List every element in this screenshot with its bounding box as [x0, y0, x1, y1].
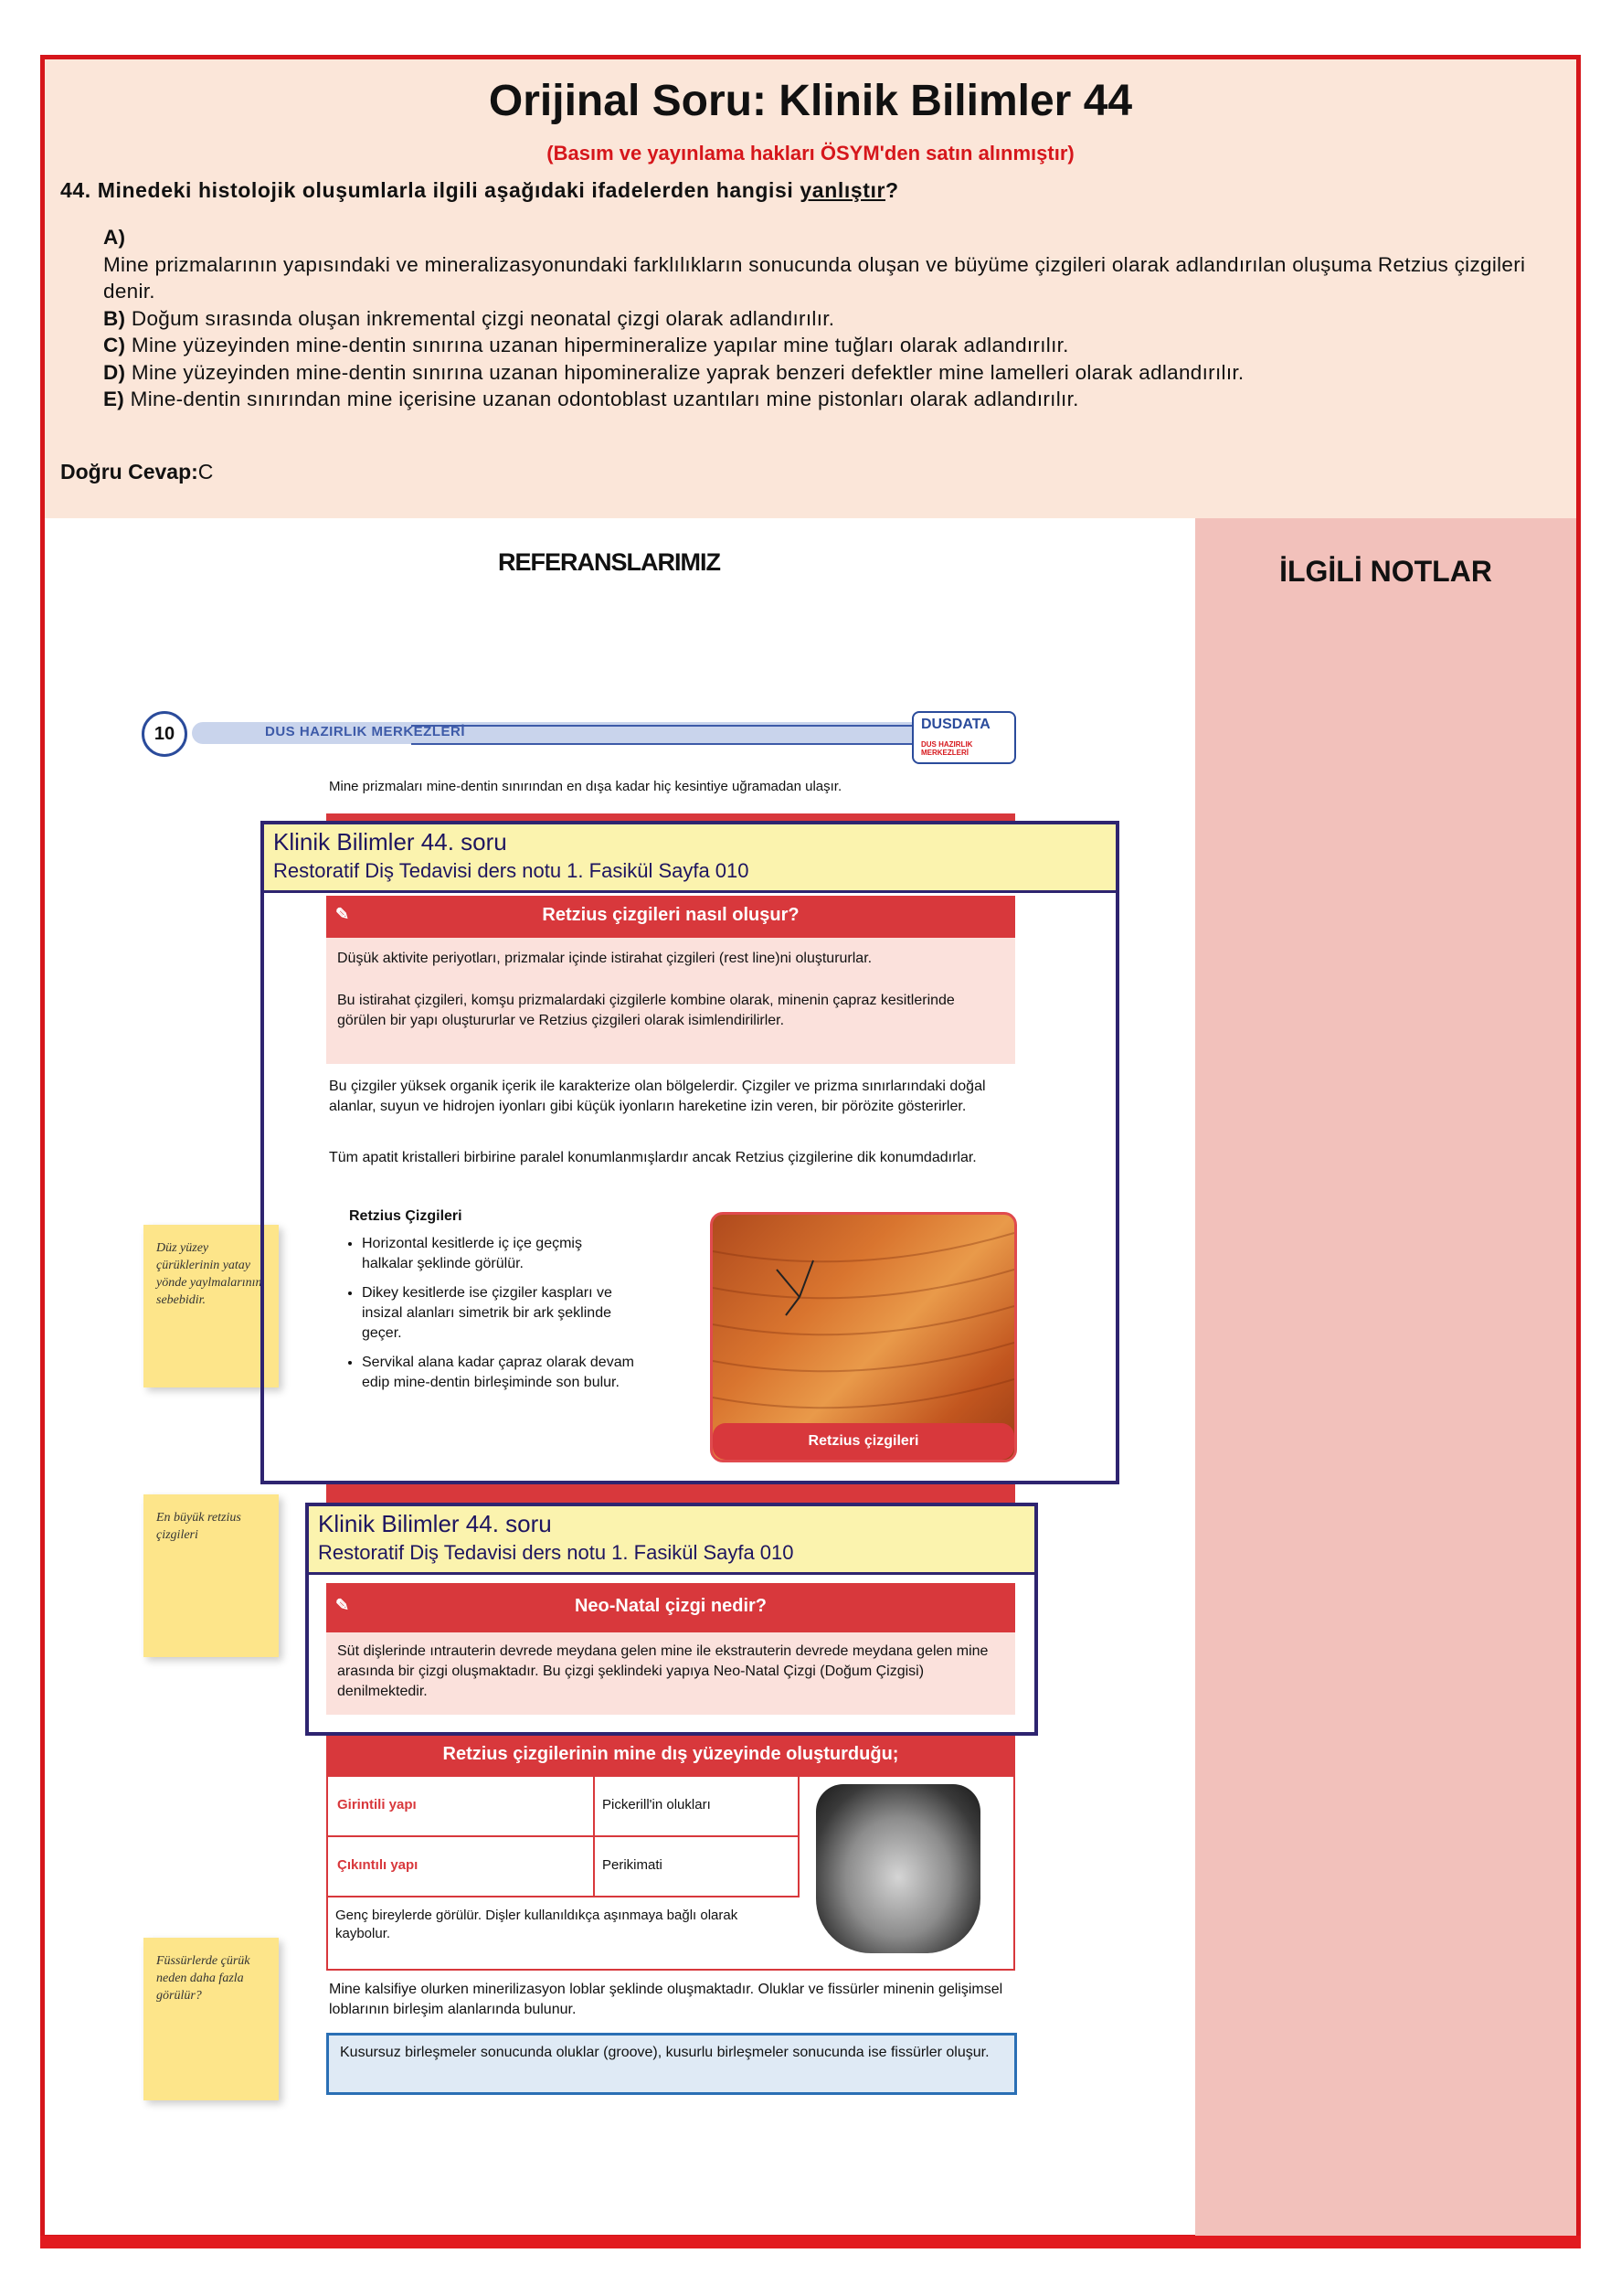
option-b [103, 305, 1529, 333]
bullet-dikey: • Dikey kesitlerde ise çizgiler kaspları ve insizal alanları simetrik bir ark şeklinde geçer. [362, 1283, 636, 1344]
callout-title: Klinik Bilimler 44. soru [318, 1510, 552, 1537]
row2-left: Çıkıntılı yapı [337, 1857, 418, 1873]
callout-source: Restoratif Diş Tedavisi ders notu 1. Fasikül Sayfa 010 [273, 859, 749, 882]
paragraph-loblar: Mine kalsifiye olurken minerilizasyon loblar şeklinde oluşmaktadır. Oluklar ve fissürler minenin gelişimsel loblarının birleşim alanlarında bulunur. [329, 1982, 1003, 2017]
option-b-text: Doğum sırasında oluşan inkremental çizgi neonatal çizgi olarak adlandırılır. [131, 306, 835, 330]
list-title: Retzius Çizgileri [349, 1208, 462, 1224]
table-cell [595, 1837, 800, 1897]
sticky-note-text: Düz yüzey çürüklerinin yatay yönde yaylmalarının sebebidir. [156, 1241, 262, 1307]
box2-title: Neo-Natal çizgi nedir? [574, 1596, 768, 1616]
notes-panel [1195, 518, 1576, 2236]
blue-info-box [326, 2033, 1017, 2095]
sticky-note-text: En büyük retzius çizgileri [156, 1511, 241, 1542]
box1-paragraph-1: Düşük aktivite periyotları, prizmalar içinde istirahat çizgileri (rest line)ni oluştururlar. [337, 951, 873, 966]
page-number: 10 [142, 711, 187, 757]
copyright-note: (Basım ve yayınlama hakları ÖSYM'den satın alınmıştır) [546, 142, 1075, 165]
sticky-note [143, 1225, 279, 1387]
correct-answer [60, 460, 213, 484]
dusdata-logo [912, 711, 1016, 764]
option-c-label: C) [103, 334, 126, 356]
bullet-servikal: • Servikal alana kadar çapraz olarak devam edip mine-dentin birleşiminde son bulur. [362, 1353, 636, 1393]
paragraph-organic: Bu çizgiler yüksek organik içerik ile karakterize olan bölgelerdir. Çizgiler ve prizma sınırlarındaki doğal alanlar, suyun ve hidrojen iyonları gibi küçük iyonların hareketine izin veren, bir pörözite gösterirler. [329, 1079, 986, 1114]
intro-text: Mine prizmaları mine-dentin sınırından en dışa kadar hiç kesintiye uğramadan ulaşır. [329, 779, 842, 794]
page-header-label: DUS HAZIRLIK MERKEZLERİ [265, 724, 465, 739]
option-d-label: D) [103, 360, 126, 384]
tooth-photo [816, 1784, 980, 1953]
question-keyword: yanlıştır [800, 178, 886, 202]
sticky-note-text: Füssürlerde çürük neden daha fazla görülür? [156, 1954, 250, 2003]
option-e-label: E) [103, 388, 125, 410]
option-c-text: Mine yüzeyinden mine-dentin sınırına uzanan hipermineralize yapılar mine tuğları olarak adlandırılır. [131, 334, 1069, 356]
callout-header [309, 1506, 1034, 1575]
table-note: Genç bireylerde görülür. Dişler kullanıldıkça aşınmaya bağlı olarak kaybolur. [335, 1908, 738, 1941]
option-c [103, 332, 1529, 359]
option-e-text: Mine-dentin sınırından mine içerisine uzanan odontoblast uzantıları mine pistonları olarak adlandırılır. [130, 388, 1079, 410]
row2-right: Perikimati [602, 1857, 662, 1873]
reference-callout [305, 1503, 1038, 1736]
box2-text: Süt dişlerinde ıntrauterin devrede meydana gelen mine ile ekstrauterin devrede meydana gelen mine arasında bir çizgi oluşmaktadır. Bu çizgi şeklindeki yapıya Neo-Natal Çizgi (Doğum Çizgisi) denilmektedir. [337, 1643, 989, 1699]
table-cell [595, 1777, 800, 1837]
box1-paragraph-2: Bu istirahat çizgileri, komşu prizmalardaki çizgilerle kombine olarak, minenin çapraz kesitlerinde görülen bir yapı oluştururlar ve Retzius çizgileri olarak isimlendirilirler. [337, 993, 955, 1028]
table-row [328, 1777, 595, 1837]
page-title: Orijinal Soru: Klinik Bilimler 44 [488, 77, 1133, 125]
row1-right: Pickerill'in olukları [602, 1797, 711, 1812]
option-e [103, 386, 1529, 413]
option-a [103, 224, 1529, 305]
notes-title: İLGİLİ NOTLAR [1279, 555, 1492, 588]
logo-subtext: DUS HAZIRLIK MERKEZLERİ [921, 740, 973, 757]
sticky-note [143, 1938, 279, 2100]
reference-callout [260, 821, 1119, 1484]
callout-header [264, 824, 1116, 893]
row1-left: Girintili yapı [337, 1797, 417, 1812]
option-d-text: Mine yüzeyinden mine-dentin sınırına uzanan hipomineralize yaprak benzeri defektler mine lamelleri olarak adlandırılır. [131, 360, 1245, 384]
table-title-bar [326, 1733, 1015, 1775]
options-list [103, 224, 1529, 413]
box1-title: Retzius çizgileri nasıl oluşur? [542, 905, 800, 925]
references-title: REFERANSLARIMIZ [498, 548, 720, 576]
paragraph-apatite: Tüm apatit kristalleri birbirine paralel konumlanmışlardır ancak Retzius çizgilerine dik konumdadırlar. [329, 1150, 977, 1165]
photo-caption: Retzius çizgileri [713, 1423, 1014, 1460]
callout-source: Restoratif Diş Tedavisi ders notu 1. Fasikül Sayfa 010 [318, 1541, 794, 1564]
option-d [103, 359, 1529, 387]
option-a-text: Mine prizmalarının yapısındaki ve mineralizasyonundaki farklılıkların sonucunda oluşan ve büyüme çizgileri olarak adlandırılan oluşuma Retzius çizgileri denir. [103, 252, 1526, 303]
callout-title: Klinik Bilimler 44. soru [273, 828, 507, 856]
bullet-horizontal: • Horizontal kesitlerde iç içe geçmiş halkalar şeklinde görülür. [362, 1234, 636, 1274]
table-title: Retzius çizgilerinin mine dış yüzeyinde oluşturduğu; [442, 1744, 899, 1764]
answer-value: C [197, 460, 214, 484]
retzius-table [326, 1775, 1015, 1971]
question-prefix: 44. Minedeki histolojik oluşumlarla ilgili aşağıdaki ifadelerden hangisi [60, 178, 800, 202]
box1-top-strip [326, 813, 1015, 821]
answer-label: Doğru Cevap: [60, 460, 198, 484]
option-b-label: B) [103, 306, 126, 330]
pencil-icon: ✎ [335, 905, 350, 923]
logo-text: DUSDATA [921, 717, 991, 732]
option-a-label: A) [103, 226, 126, 249]
question-suffix: ? [885, 178, 899, 202]
sticky-note [143, 1494, 279, 1657]
pencil-icon: ✎ [335, 1596, 350, 1614]
table-row [328, 1837, 595, 1897]
question-header [45, 59, 1576, 518]
header-lines [411, 725, 923, 745]
question-text [60, 178, 899, 203]
blue-info-text: Kusursuz birleşmeler sonucunda oluklar (groove), kusurlu birleşmeler sonucunda ise fissürler oluşur. [340, 2045, 990, 2060]
frame-bottom-bar [40, 2236, 1581, 2248]
